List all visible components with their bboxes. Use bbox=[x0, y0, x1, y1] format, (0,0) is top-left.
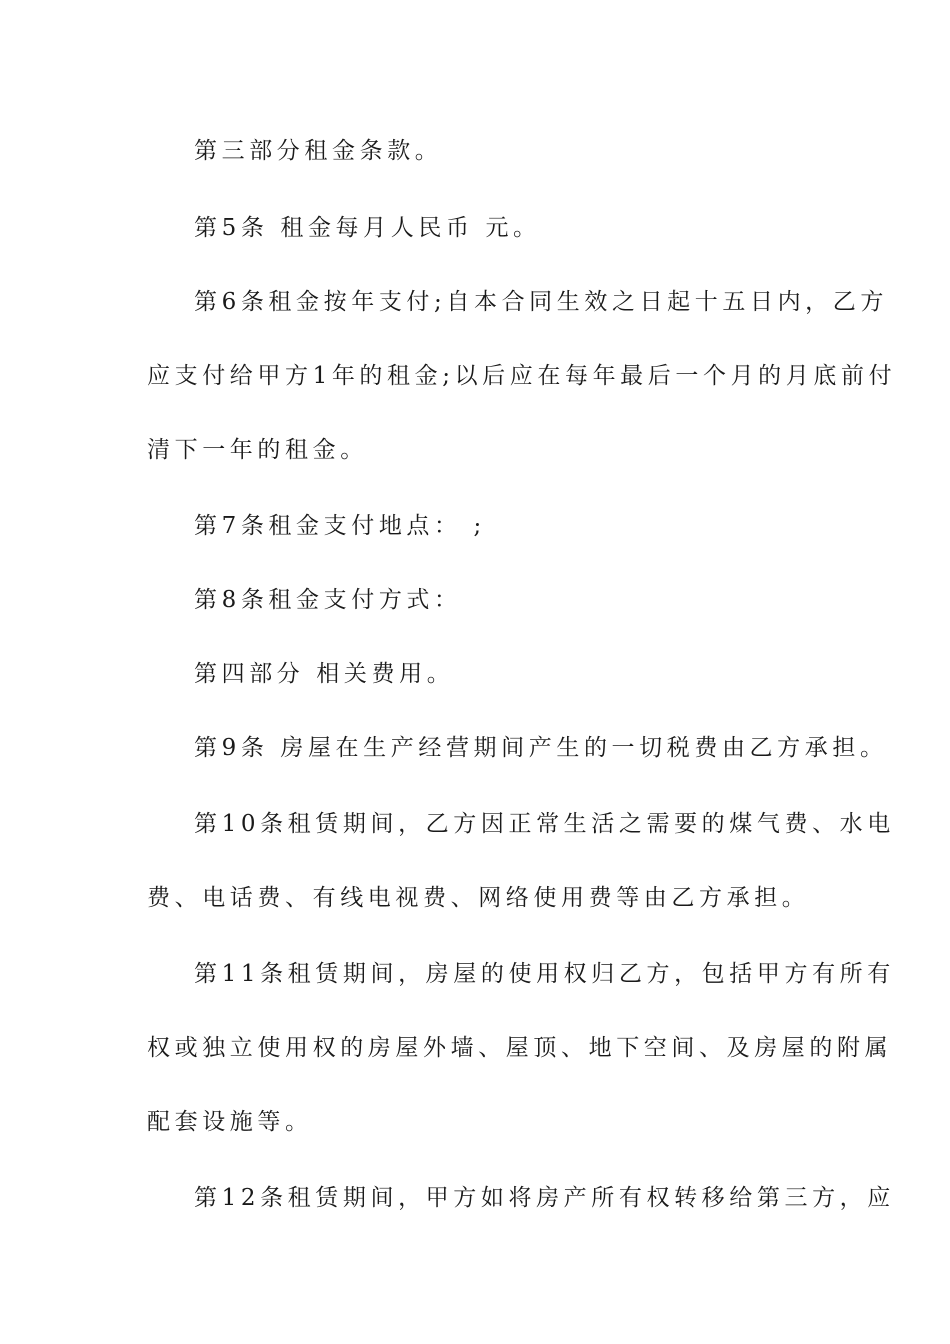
clause-6-line-3: 清下一年的租金。 bbox=[147, 437, 368, 463]
clause-5: 第5条 租金每月人民币 元。 bbox=[194, 215, 541, 241]
clause-12-line-1: 第12条租赁期间，甲方如将房产所有权转移给第三方，应 bbox=[194, 1185, 895, 1211]
clause-6-line-1: 第6条租金按年支付;自本合同生效之日起十五日内，乙方 bbox=[194, 289, 888, 315]
section-heading-4: 第四部分 相关费用。 bbox=[194, 661, 455, 687]
clause-11-line-1: 第11条租赁期间，房屋的使用权归乙方，包括甲方有所有 bbox=[194, 961, 895, 987]
clause-8: 第8条租金支付方式： bbox=[194, 587, 462, 613]
clause-11-line-2: 权或独立使用权的房屋外墙、屋顶、地下空间、及房屋的附属 bbox=[147, 1035, 893, 1061]
clause-10-line-2: 费、电话费、有线电视费、网络使用费等由乙方承担。 bbox=[147, 885, 810, 911]
clause-9: 第9条 房屋在生产经营期间产生的一切税费由乙方承担。 bbox=[194, 735, 888, 761]
clause-10-line-1: 第10条租赁期间，乙方因正常生活之需要的煤气费、水电 bbox=[194, 811, 895, 837]
section-heading-3: 第三部分租金条款。 bbox=[194, 138, 443, 164]
clause-7: 第7条租金支付地点： ; bbox=[194, 513, 486, 539]
clause-11-line-3: 配套设施等。 bbox=[147, 1109, 313, 1135]
clause-6-line-2: 应支付给甲方1年的租金;以后应在每年最后一个月的月底前付 bbox=[147, 363, 897, 389]
